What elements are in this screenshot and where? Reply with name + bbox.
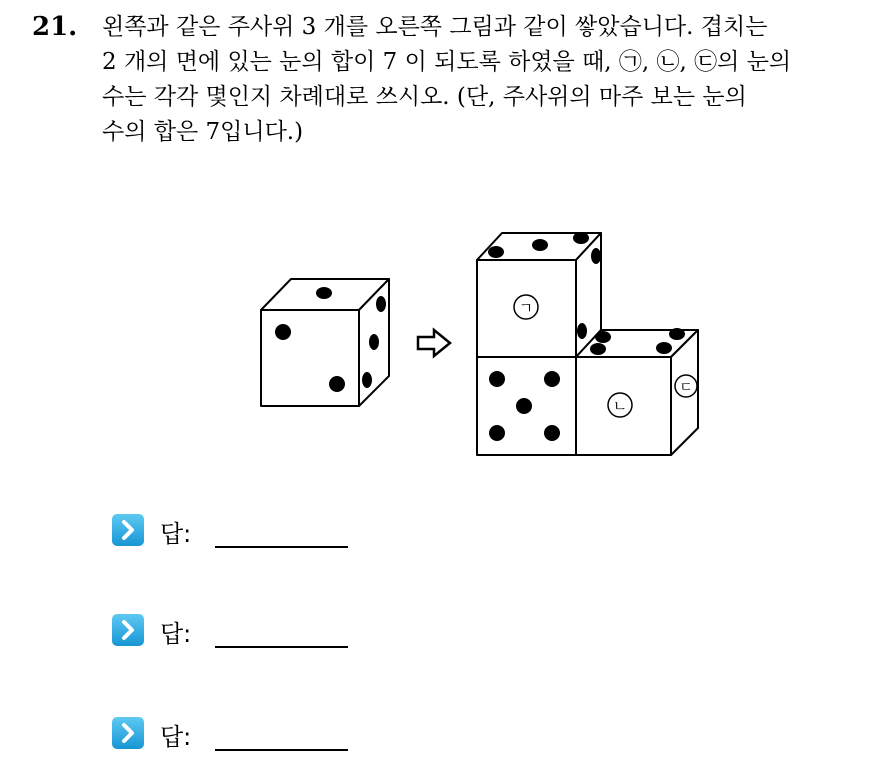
question-line: 왼쪽과 같은 주사위 3 개를 오른쪽 그림과 같이 쌓았습니다. 겹치는 [102,14,768,40]
question-number: 21. [32,12,78,42]
answer-blank[interactable] [215,646,348,648]
pip [376,296,386,312]
answer-blank[interactable] [215,546,348,548]
pip [489,425,505,441]
pip [516,398,532,414]
mark-giyeok-label: ㄱ [518,299,534,317]
pip [590,343,606,355]
right-arrow-icon [418,330,450,356]
question-line: 수의 합은 7입니다.) [102,119,304,145]
pip [669,328,685,340]
pip [532,239,548,251]
pip [489,371,505,387]
question-line: 2 개의 면에 있는 눈의 합이 7 이 되도록 하였을 때, ㉠, ㉡, ㉢의 눈의 [102,49,792,75]
mark-nieun [608,393,632,417]
mark-nieun-label: ㄴ [612,397,628,415]
answer-label: 답: [160,723,192,751]
answer-label: 답: [160,520,192,548]
mark-digeut-label: ㄷ [679,380,693,396]
question-line: 수는 각각 몇인지 차례대로 쓰시오. (단, 주사위의 마주 보는 눈의 [102,84,747,110]
pip [591,248,601,264]
pip [656,342,672,354]
pip [488,246,504,258]
pip [362,372,372,388]
answer-label: 답: [160,620,192,648]
pip [316,287,332,299]
pip [595,331,611,343]
pip [577,323,587,339]
answer-blank[interactable] [215,749,348,751]
left-die-front-face [261,310,359,406]
chevron-right-icon [112,614,144,646]
pip [369,334,379,350]
pip [329,376,345,392]
pip [544,371,560,387]
pip [544,425,560,441]
chevron-right-icon [112,717,144,749]
mark-digeut [675,375,697,397]
mark-giyeok [514,295,538,319]
chevron-right-icon [112,514,144,546]
pip [275,324,291,340]
pip [573,232,589,244]
